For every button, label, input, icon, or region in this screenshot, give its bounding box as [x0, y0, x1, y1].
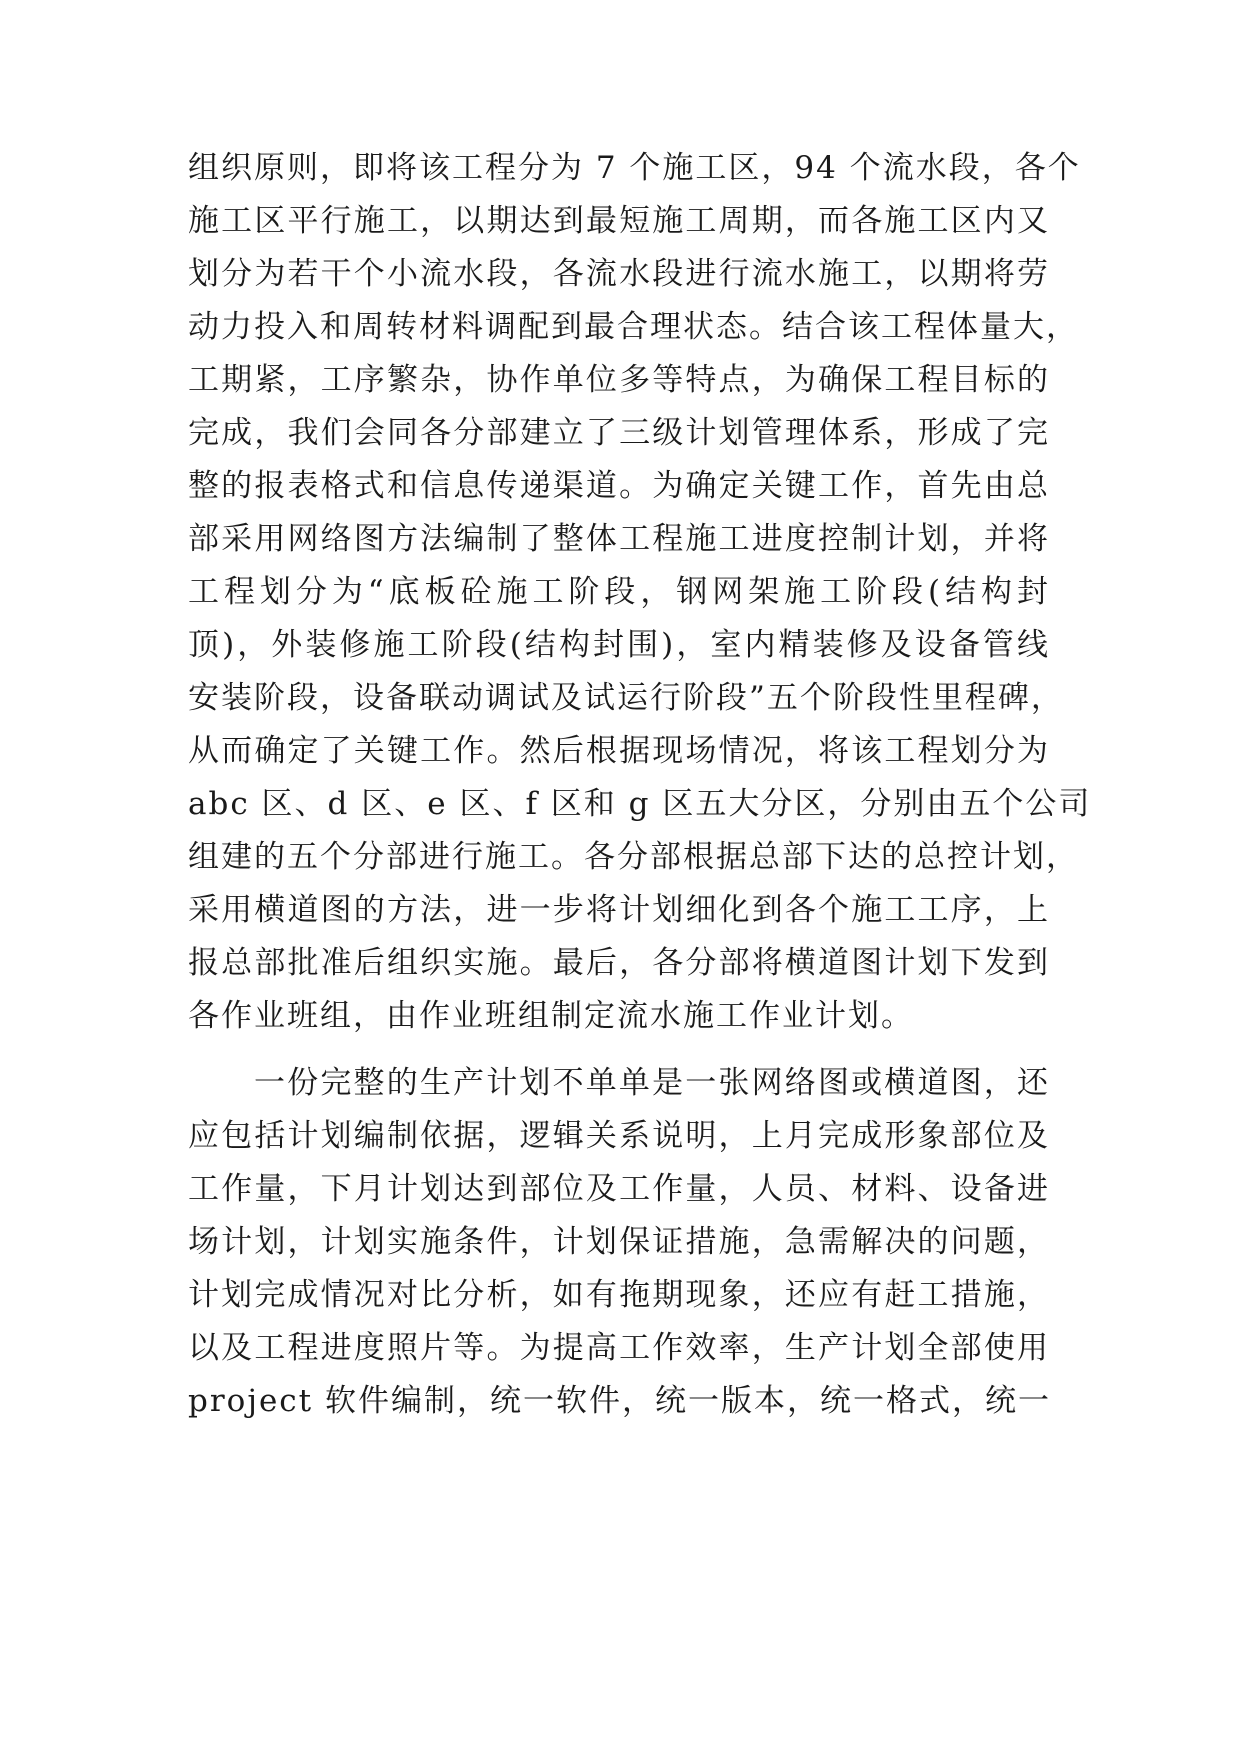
text-line: 报总部批准后组织实施。最后，各分部将横道图计划下发到	[188, 945, 1050, 981]
text-line: 各作业班组，由作业班组制定流水施工作业计划。	[188, 998, 914, 1034]
text-line: 计划完成情况对比分析，如有拖期现象，还应有赶工措施，	[188, 1277, 1050, 1313]
text-line: 场计划，计划实施条件，计划保证措施，急需解决的问题，	[188, 1224, 1050, 1260]
text-line: 完成，我们会同各分部建立了三级计划管理体系，形成了完	[188, 415, 1050, 451]
text-line: 组建的五个分部进行施工。各分部根据总部下达的总控计划，	[188, 839, 1079, 875]
text-line: 动力投入和周转材料调配到最合理状态。结合该工程体量大，	[188, 309, 1079, 345]
text-line: 整的报表格式和信息传递渠道。为确定关键工作，首先由总	[188, 468, 1050, 504]
text-line: 部采用网络图方法编制了整体工程施工进度控制计划，并将	[188, 521, 1050, 557]
text-line: 工程划分为“底板砼施工阶段，钢网架施工阶段(结构封	[188, 574, 1050, 610]
paragraph-first-line: 一份完整的生产计划不单单是一张网络图或横道图，还	[254, 1065, 1050, 1101]
text-line: 安装阶段，设备联动调试及试运行阶段”五个阶段性里程碑，	[188, 680, 1064, 716]
text-line: 以及工程进度照片等。为提高工作效率，生产计划全部使用	[188, 1330, 1050, 1366]
text-line: project 软件编制，统一软件，统一版本，统一格式，统一	[188, 1383, 1051, 1419]
text-line: 采用横道图的方法，进一步将计划细化到各个施工工序，上	[188, 892, 1050, 928]
text-line: 应包括计划编制依据，逻辑关系说明，上月完成形象部位及	[188, 1118, 1050, 1154]
text-line: abc 区、d 区、e 区、f 区和 g 区五大分区，分别由五个公司	[188, 786, 1092, 822]
text-line: 工期紧，工序繁杂，协作单位多等特点，为确保工程目标的	[188, 362, 1050, 398]
text-line: 从而确定了关键工作。然后根据现场情况，将该工程划分为	[188, 733, 1050, 769]
text-line: 顶)，外装修施工阶段(结构封围)，室内精装修及设备管线	[188, 627, 1050, 663]
text-line: 施工区平行施工，以期达到最短施工周期，而各施工区内又	[188, 203, 1050, 239]
text-line: 组织原则，即将该工程分为 7 个施工区，94 个流水段，各个	[188, 150, 1081, 186]
text-line: 划分为若干个小流水段，各流水段进行流水施工，以期将劳	[188, 256, 1050, 292]
text-line: 工作量，下月计划达到部位及工作量，人员、材料、设备进	[188, 1171, 1050, 1207]
